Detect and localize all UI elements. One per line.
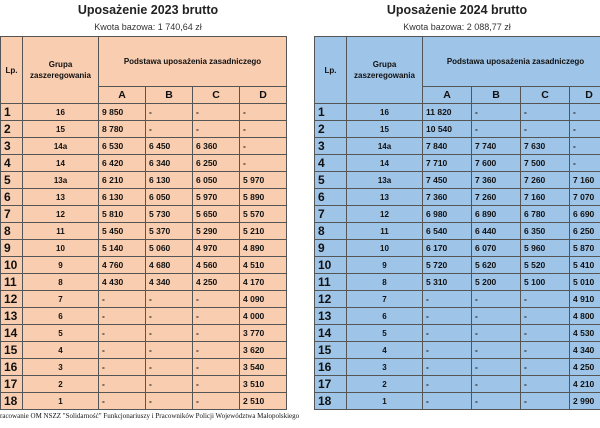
row-number: 12 bbox=[1, 291, 23, 308]
salary-cell-b: - bbox=[472, 104, 521, 121]
pay-group: 2 bbox=[347, 376, 423, 393]
salary-cell-d: 4 800 bbox=[570, 308, 600, 325]
pay-group: 6 bbox=[23, 308, 99, 325]
salary-cell-c: - bbox=[193, 359, 240, 376]
salary-cell-a: 5 810 bbox=[99, 206, 146, 223]
salary-cell-d: 4 090 bbox=[240, 291, 287, 308]
salary-cell-d: 3 620 bbox=[240, 342, 287, 359]
salary-cell-c: 6 780 bbox=[521, 206, 570, 223]
table-row bbox=[1, 359, 287, 376]
header-base: Podstawa uposażenia zasadniczego bbox=[423, 37, 600, 87]
salary-cell-a: 4 760 bbox=[99, 257, 146, 274]
row-number: 14 bbox=[1, 325, 23, 342]
salary-cell-d: 4 250 bbox=[570, 359, 600, 376]
salary-cell-b: - bbox=[146, 291, 193, 308]
salary-table-2023 bbox=[0, 36, 287, 410]
row-number: 11 bbox=[1, 274, 23, 291]
table-row bbox=[1, 291, 287, 308]
pay-group: 9 bbox=[23, 257, 99, 274]
table-row bbox=[315, 104, 600, 121]
salary-cell-d: - bbox=[240, 121, 287, 138]
pay-group: 3 bbox=[23, 359, 99, 376]
salary-cell-b: 7 360 bbox=[472, 172, 521, 189]
pay-group: 13 bbox=[347, 189, 423, 206]
table-row bbox=[1, 121, 287, 138]
salary-cell-c: 6 360 bbox=[193, 138, 240, 155]
salary-cell-b: 6 130 bbox=[146, 172, 193, 189]
row-number: 5 bbox=[315, 172, 347, 189]
base-amount: Kwota bazowa: 2 088,77 zł bbox=[403, 22, 511, 32]
pay-group: 13a bbox=[23, 172, 99, 189]
salary-cell-d: 3 540 bbox=[240, 359, 287, 376]
table-row bbox=[315, 138, 600, 155]
row-number: 6 bbox=[315, 189, 347, 206]
salary-cell-c: - bbox=[193, 342, 240, 359]
salary-cell-a: - bbox=[99, 308, 146, 325]
salary-cell-d: 3 770 bbox=[240, 325, 287, 342]
salary-cell-b: - bbox=[472, 121, 521, 138]
table-row bbox=[1, 240, 287, 257]
pay-group: 3 bbox=[347, 359, 423, 376]
salary-cell-c: 7 500 bbox=[521, 155, 570, 172]
salary-cell-c: - bbox=[193, 325, 240, 342]
salary-cell-c: - bbox=[193, 291, 240, 308]
salary-cell-c: - bbox=[521, 121, 570, 138]
salary-cell-a: - bbox=[423, 393, 472, 410]
salary-cell-d: 5 210 bbox=[240, 223, 287, 240]
pay-group: 8 bbox=[347, 274, 423, 291]
salary-cell-a: 7 840 bbox=[423, 138, 472, 155]
salary-cell-b: 7 260 bbox=[472, 189, 521, 206]
salary-cell-a: - bbox=[99, 291, 146, 308]
salary-cell-d: - bbox=[570, 121, 600, 138]
salary-cell-c: - bbox=[193, 308, 240, 325]
salary-cell-c: 7 260 bbox=[521, 172, 570, 189]
salary-cell-c: - bbox=[521, 393, 570, 410]
salary-cell-c: - bbox=[521, 359, 570, 376]
salary-cell-a: 7 450 bbox=[423, 172, 472, 189]
salary-cell-c: 7 630 bbox=[521, 138, 570, 155]
salary-cell-b: - bbox=[472, 393, 521, 410]
row-number: 1 bbox=[1, 104, 23, 121]
salary-cell-c: 4 560 bbox=[193, 257, 240, 274]
salary-cell-a: 7 710 bbox=[423, 155, 472, 172]
pay-group: 4 bbox=[347, 342, 423, 359]
salary-cell-c: 6 350 bbox=[521, 223, 570, 240]
salary-cell-a: 6 980 bbox=[423, 206, 472, 223]
row-number: 6 bbox=[1, 189, 23, 206]
salary-cell-d: 4 510 bbox=[240, 257, 287, 274]
row-number: 1 bbox=[315, 104, 347, 121]
salary-cell-d: 4 530 bbox=[570, 325, 600, 342]
salary-cell-c: - bbox=[193, 393, 240, 410]
pay-group: 6 bbox=[347, 308, 423, 325]
row-number: 17 bbox=[315, 376, 347, 393]
salary-cell-b: - bbox=[146, 104, 193, 121]
salary-cell-c: - bbox=[521, 308, 570, 325]
salary-cell-b: 6 050 bbox=[146, 189, 193, 206]
header-col-b: B bbox=[472, 87, 521, 104]
header-lp: Lp. bbox=[315, 37, 347, 104]
pay-group: 11 bbox=[347, 223, 423, 240]
pay-group: 8 bbox=[23, 274, 99, 291]
salary-cell-a: 6 130 bbox=[99, 189, 146, 206]
salary-cell-b: 5 060 bbox=[146, 240, 193, 257]
salary-cell-d: 5 010 bbox=[570, 274, 600, 291]
pay-group: 14 bbox=[347, 155, 423, 172]
row-number: 3 bbox=[315, 138, 347, 155]
table-row bbox=[315, 206, 600, 223]
salary-cell-c: 5 290 bbox=[193, 223, 240, 240]
row-number: 13 bbox=[1, 308, 23, 325]
table-row bbox=[1, 172, 287, 189]
salary-cell-d: 4 910 bbox=[570, 291, 600, 308]
salary-cell-c: - bbox=[521, 325, 570, 342]
table-row bbox=[315, 325, 600, 342]
pay-group: 1 bbox=[23, 393, 99, 410]
pay-group: 9 bbox=[347, 257, 423, 274]
table-row bbox=[1, 325, 287, 342]
salary-cell-b: - bbox=[146, 393, 193, 410]
salary-cell-c: - bbox=[521, 291, 570, 308]
header-col-a: A bbox=[99, 87, 146, 104]
salary-cell-b: - bbox=[472, 325, 521, 342]
row-number: 2 bbox=[1, 121, 23, 138]
salary-cell-a: 11 820 bbox=[423, 104, 472, 121]
pay-group: 2 bbox=[23, 376, 99, 393]
salary-cell-c: 5 520 bbox=[521, 257, 570, 274]
pay-group: 12 bbox=[23, 206, 99, 223]
salary-cell-d: - bbox=[570, 104, 600, 121]
row-number: 12 bbox=[315, 291, 347, 308]
salary-cell-a: 5 310 bbox=[423, 274, 472, 291]
salary-cell-b: - bbox=[472, 359, 521, 376]
table-row bbox=[1, 138, 287, 155]
salary-cell-a: - bbox=[423, 342, 472, 359]
salary-cell-b: 5 200 bbox=[472, 274, 521, 291]
salary-table-2024 bbox=[314, 36, 600, 410]
row-number: 18 bbox=[1, 393, 23, 410]
salary-cell-d: - bbox=[240, 138, 287, 155]
table-row bbox=[315, 342, 600, 359]
salary-cell-b: 6 440 bbox=[472, 223, 521, 240]
salary-cell-d: 2 510 bbox=[240, 393, 287, 410]
row-number: 10 bbox=[315, 257, 347, 274]
row-number: 8 bbox=[1, 223, 23, 240]
salary-cell-b: 6 340 bbox=[146, 155, 193, 172]
row-number: 10 bbox=[1, 257, 23, 274]
header-col-c: C bbox=[521, 87, 570, 104]
table-row bbox=[315, 393, 600, 410]
row-number: 5 bbox=[1, 172, 23, 189]
pay-group: 16 bbox=[347, 104, 423, 121]
row-number: 9 bbox=[1, 240, 23, 257]
salary-cell-a: 6 420 bbox=[99, 155, 146, 172]
salary-cell-a: - bbox=[99, 359, 146, 376]
row-number: 4 bbox=[315, 155, 347, 172]
table-row bbox=[315, 223, 600, 240]
table-row bbox=[1, 155, 287, 172]
salary-cell-a: - bbox=[99, 393, 146, 410]
salary-cell-a: 5 720 bbox=[423, 257, 472, 274]
salary-cell-b: 7 600 bbox=[472, 155, 521, 172]
pay-group: 14a bbox=[23, 138, 99, 155]
salary-cell-a: 6 170 bbox=[423, 240, 472, 257]
header-group: Grupa zaszeregowania bbox=[347, 37, 423, 104]
salary-cell-c: 5 960 bbox=[521, 240, 570, 257]
pay-group: 11 bbox=[23, 223, 99, 240]
row-number: 16 bbox=[1, 359, 23, 376]
pay-group: 15 bbox=[347, 121, 423, 138]
salary-cell-d: 5 970 bbox=[240, 172, 287, 189]
table-row bbox=[315, 172, 600, 189]
salary-cell-d: 5 870 bbox=[570, 240, 600, 257]
salary-cell-d: 4 340 bbox=[570, 342, 600, 359]
source-footnote: racowanie OM NSZZ "Solidarność" Funkcjonariuszy i Pracowników Policji Województwa Małopolskiego bbox=[0, 412, 300, 420]
row-number: 8 bbox=[315, 223, 347, 240]
pay-group: 14 bbox=[23, 155, 99, 172]
salary-cell-b: - bbox=[146, 359, 193, 376]
pay-group: 1 bbox=[347, 393, 423, 410]
salary-cell-b: - bbox=[472, 342, 521, 359]
row-number: 15 bbox=[315, 342, 347, 359]
salary-cell-d: 5 570 bbox=[240, 206, 287, 223]
salary-cell-a: - bbox=[423, 291, 472, 308]
header-col-c: C bbox=[193, 87, 240, 104]
salary-cell-c: 5 100 bbox=[521, 274, 570, 291]
pay-group: 13a bbox=[347, 172, 423, 189]
row-number: 14 bbox=[315, 325, 347, 342]
row-number: 17 bbox=[1, 376, 23, 393]
table-row bbox=[1, 104, 287, 121]
table-row bbox=[1, 223, 287, 240]
salary-cell-c: - bbox=[193, 121, 240, 138]
header-group: Grupa zaszeregowania bbox=[23, 37, 99, 104]
table-row bbox=[1, 393, 287, 410]
salary-cell-b: - bbox=[146, 308, 193, 325]
header-col-b: B bbox=[146, 87, 193, 104]
table-row bbox=[315, 240, 600, 257]
salary-cell-b: 5 730 bbox=[146, 206, 193, 223]
pay-group: 10 bbox=[23, 240, 99, 257]
salary-cell-d: 7 070 bbox=[570, 189, 600, 206]
panel-title: Uposażenie 2023 brutto bbox=[77, 3, 219, 17]
header-col-d: D bbox=[570, 87, 600, 104]
salary-cell-b: 4 680 bbox=[146, 257, 193, 274]
pay-group: 10 bbox=[347, 240, 423, 257]
salary-cell-c: - bbox=[193, 104, 240, 121]
salary-cell-d: - bbox=[570, 155, 600, 172]
pay-group: 15 bbox=[23, 121, 99, 138]
table-row bbox=[315, 121, 600, 138]
salary-cell-b: - bbox=[472, 291, 521, 308]
row-number: 13 bbox=[315, 308, 347, 325]
table-row bbox=[315, 155, 600, 172]
table-row bbox=[315, 257, 600, 274]
table-row bbox=[315, 274, 600, 291]
panel-title: Uposażenie 2024 brutto bbox=[386, 3, 528, 17]
header-base: Podstawa uposażenia zasadniczego bbox=[99, 37, 287, 87]
salary-cell-d: - bbox=[240, 155, 287, 172]
salary-cell-d: 2 990 bbox=[570, 393, 600, 410]
pay-group: 7 bbox=[347, 291, 423, 308]
salary-cell-d: 7 160 bbox=[570, 172, 600, 189]
salary-cell-b: 7 740 bbox=[472, 138, 521, 155]
table-row bbox=[1, 308, 287, 325]
pay-group: 16 bbox=[23, 104, 99, 121]
salary-cell-b: - bbox=[472, 376, 521, 393]
table-row bbox=[315, 291, 600, 308]
salary-cell-b: 4 340 bbox=[146, 274, 193, 291]
salary-cell-d: 5 890 bbox=[240, 189, 287, 206]
pay-group: 14a bbox=[347, 138, 423, 155]
header-col-d: D bbox=[240, 87, 287, 104]
row-number: 16 bbox=[315, 359, 347, 376]
salary-cell-a: - bbox=[423, 359, 472, 376]
salary-cell-b: - bbox=[146, 342, 193, 359]
table-row bbox=[315, 359, 600, 376]
base-amount: Kwota bazowa: 1 740,64 zł bbox=[94, 22, 202, 32]
salary-cell-a: - bbox=[423, 308, 472, 325]
salary-cell-b: 6 890 bbox=[472, 206, 521, 223]
salary-cell-c: 7 160 bbox=[521, 189, 570, 206]
table-row bbox=[315, 308, 600, 325]
salary-cell-a: - bbox=[99, 342, 146, 359]
salary-cell-b: 6 070 bbox=[472, 240, 521, 257]
salary-cell-a: 6 530 bbox=[99, 138, 146, 155]
header-lp: Lp. bbox=[1, 37, 23, 104]
salary-cell-d: 6 250 bbox=[570, 223, 600, 240]
table-row bbox=[1, 342, 287, 359]
header-col-a: A bbox=[423, 87, 472, 104]
salary-cell-d: 6 690 bbox=[570, 206, 600, 223]
salary-cell-b: 6 450 bbox=[146, 138, 193, 155]
salary-cell-a: - bbox=[99, 376, 146, 393]
salary-cell-c: - bbox=[521, 376, 570, 393]
salary-cell-d: 4 000 bbox=[240, 308, 287, 325]
pay-group: 4 bbox=[23, 342, 99, 359]
table-row bbox=[1, 206, 287, 223]
salary-cell-b: 5 370 bbox=[146, 223, 193, 240]
salary-cell-d: - bbox=[570, 138, 600, 155]
salary-cell-d: 4 890 bbox=[240, 240, 287, 257]
table-row bbox=[315, 376, 600, 393]
salary-cell-c: - bbox=[521, 342, 570, 359]
salary-cell-c: 6 050 bbox=[193, 172, 240, 189]
row-number: 2 bbox=[315, 121, 347, 138]
salary-cell-c: 6 250 bbox=[193, 155, 240, 172]
salary-cell-b: - bbox=[146, 325, 193, 342]
row-number: 3 bbox=[1, 138, 23, 155]
pay-group: 12 bbox=[347, 206, 423, 223]
pay-group: 5 bbox=[347, 325, 423, 342]
salary-cell-c: 5 650 bbox=[193, 206, 240, 223]
salary-cell-c: - bbox=[521, 104, 570, 121]
salary-cell-d: 5 410 bbox=[570, 257, 600, 274]
salary-cell-a: 4 430 bbox=[99, 274, 146, 291]
salary-cell-b: - bbox=[472, 308, 521, 325]
row-number: 7 bbox=[1, 206, 23, 223]
salary-cell-c: 4 970 bbox=[193, 240, 240, 257]
table-row bbox=[1, 189, 287, 206]
row-number: 4 bbox=[1, 155, 23, 172]
salary-cell-c: - bbox=[193, 376, 240, 393]
row-number: 11 bbox=[315, 274, 347, 291]
salary-cell-a: - bbox=[423, 325, 472, 342]
salary-cell-a: 6 540 bbox=[423, 223, 472, 240]
salary-cell-b: - bbox=[146, 376, 193, 393]
salary-cell-a: 6 210 bbox=[99, 172, 146, 189]
table-row bbox=[1, 274, 287, 291]
salary-cell-a: - bbox=[99, 325, 146, 342]
salary-cell-c: 5 970 bbox=[193, 189, 240, 206]
pay-group: 7 bbox=[23, 291, 99, 308]
row-number: 7 bbox=[315, 206, 347, 223]
salary-cell-b: 5 620 bbox=[472, 257, 521, 274]
salary-cell-c: 4 250 bbox=[193, 274, 240, 291]
row-number: 9 bbox=[315, 240, 347, 257]
salary-cell-d: - bbox=[240, 104, 287, 121]
table-row bbox=[315, 189, 600, 206]
salary-cell-d: 4 170 bbox=[240, 274, 287, 291]
pay-group: 13 bbox=[23, 189, 99, 206]
table-row bbox=[1, 376, 287, 393]
salary-cell-a: 7 360 bbox=[423, 189, 472, 206]
salary-cell-d: 4 210 bbox=[570, 376, 600, 393]
row-number: 15 bbox=[1, 342, 23, 359]
salary-cell-a: - bbox=[423, 376, 472, 393]
salary-cell-a: 5 450 bbox=[99, 223, 146, 240]
salary-cell-b: - bbox=[146, 121, 193, 138]
table-row bbox=[1, 257, 287, 274]
salary-cell-a: 10 540 bbox=[423, 121, 472, 138]
row-number: 18 bbox=[315, 393, 347, 410]
salary-cell-a: 5 140 bbox=[99, 240, 146, 257]
salary-cell-a: 9 850 bbox=[99, 104, 146, 121]
salary-cell-d: 3 510 bbox=[240, 376, 287, 393]
pay-group: 5 bbox=[23, 325, 99, 342]
salary-cell-a: 8 780 bbox=[99, 121, 146, 138]
